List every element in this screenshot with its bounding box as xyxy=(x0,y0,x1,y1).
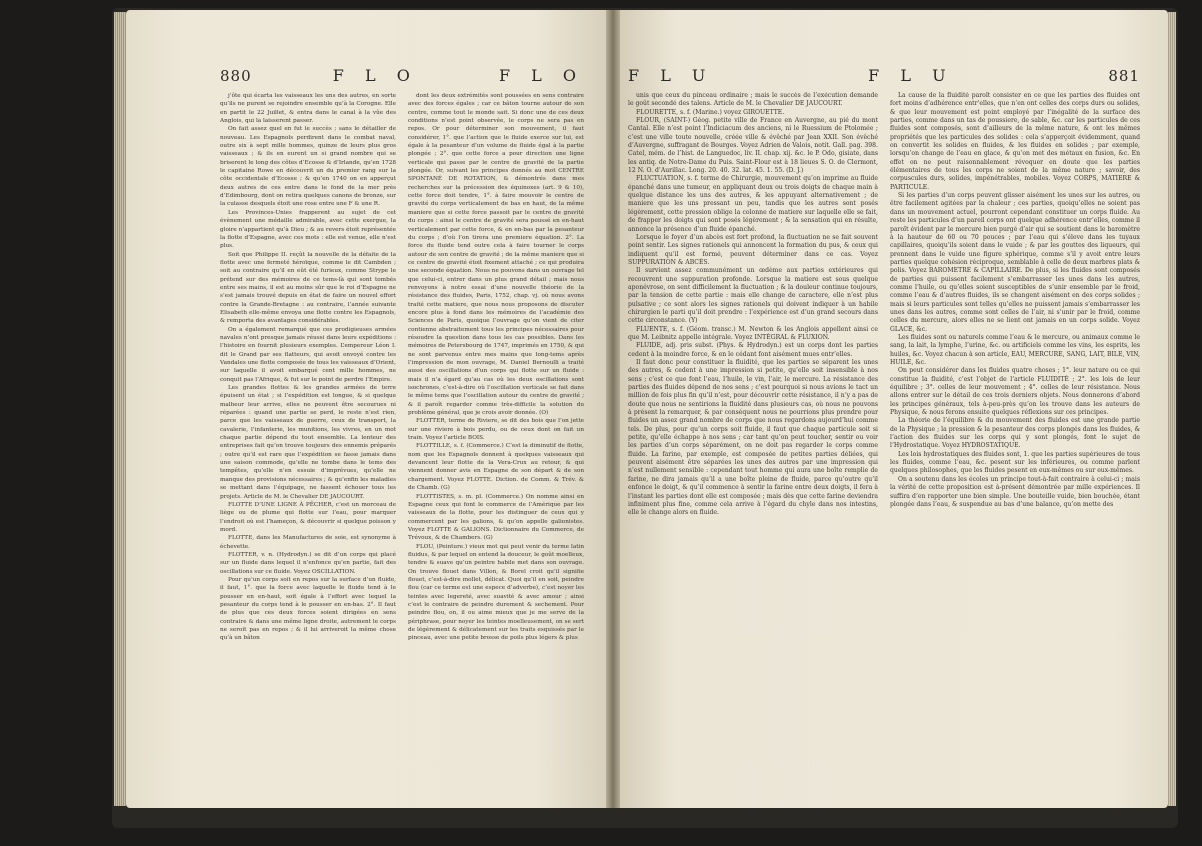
paragraph: FLOU, (Peinture.) vieux mot qui peut venir du terme latin fluidus, & par lequel on entend la douceur, le goût moelleux, tendre & suave qu’un peintre habile met dans son ouvrage. On trouve flouet dans Villon, & Borel croit qu’il signifie flouet, c’est-à-dire mollet, délicat. Quoi qu’il en soit, peindre flou (car ce terme est une espece d’adverbe), c’est noyer les teintes avec legereté, avec suavité & avec amour ; ainsi c’est le contraire de peindre durement & sechement. Pour peindre flou, on, il ou aime mieux que je me serve de la périphrase, pour noyer les teintes moelleusement, on se sert de légèrement & délicatement sur les traits esquissés par le pinceau, avec une petite brosse de poils plus légers & plus xyxy=(408,543,584,642)
right-column-1 xyxy=(628,92,878,804)
right-page-columns xyxy=(628,92,1140,804)
left-page xyxy=(126,10,606,808)
paragraph: FLUIDE, adj. pris subst. (Phys. & Hydrodyn.) est un corps dont les parties cedent à la moindre force, & en le cédant font aisément mues entr’elles. xyxy=(628,342,878,358)
paragraph: Il faut donc pour constituer la fluidité, que les parties se séparent les unes des autres, & cedent à une impression si petite, qu’elle soit insensible à nos sens ; c’est ce que font l’eau, l’huile, le vin, l’air, le mercure. La résistance des parties des fluides dépend de nos sens ; c’est pourquoi si nous avions le tact un million de fois plus fin qu’il n’est, pour découvrir cette résistance, il n’y a pas de doute que nous ne sentirions la fluidité dans plusieurs cas, où nous ne pouvons à présent la remarquer, & par conséquent nous ne pourrions plus prendre pour fluides un assez grand nombre de corps que nous regardons aujourd’hui comme tels. De plus, pour qu’un corps soit fluide, il faut que chaque particule soit si petite, qu’elle échappe à nos sens ; car tant qu’on peut toucher, sentir ou voir les parties d’un corps séparément, on ne doit pas regarder le corps comme fluide. La farine, par exemple, est composée de petites parties déliées, qui peuvent aisément être séparées les unes des autres par une impression qui n’est nullement sensible : cependant tout homme qui aura une boîte remplie de farine, ne dira jamais qu’il a une boîte pleine de fluide, parce qu’outre qu’il enfonce le doigt, & qu’il commence à sentir la farine entre deux doigts, il fera à l’instant les parties dont elle est composée ; mais dès que cette farine deviendra infiniment plus fine, comme cela arrive à l’égard du chyle dans nos intestins, elle le change alors en fluide. xyxy=(628,359,878,517)
page-number-left: 880 xyxy=(220,67,252,85)
paragraph: FLOTTILLE, s. f. (Commerce.) C’est la diminutif de flotte, nom que les Espagnols donnent à quelques vaisseaux qui devancent leur flotte de la Vera-Crux au retour, & qui viennent donner avis en Espagne de son départ & de son chargement. Voyez FLOTTE. Diction. de Comm. & Trév. & de Chamb. (G) xyxy=(408,443,584,492)
paragraph: unis que ceux du pinceau ordinaire ; mais le succès de l’exécution demande le goût secondé des talens. Article de M. le Chevalier DE JAUCOURT. xyxy=(628,92,878,108)
paragraph: dont les deux extrémités sont poussées en sens contraire avec des forces égales ; car ce bâton tourne autour de son centre, comme tout le monde sait. Si donc une de ces deux conditions n’est point observée, le corps ne sera pas en repos. Or pour déterminer son mouvement, il faut considérer, 1°. que l’action que le fluide exerce sur lui, est égale à la pesanteur d’un volume de fluide égal à la partie plongée ; 2°. que cette force a pour direction une ligne verticale qui passe par le centre de gravité de la partie plongée. Or, suivant les principes donnés au mot CENTRE SPONTANÉ DE ROTATION, & démontrés dans mes recherches sur la précession des équinoxes (art. 9 & 10), cette force doit tendre, 1°. à faire mouvoir le centre de gravité du corps verticalement de bas en haut, de la même maniere que si cette force passoit par le centre de gravité du corps : ainsi le centre de gravité sera poussé en en-haut verticalement par cette force, & en en-bas par la pesanteur du corps ; d’où l’on tirera une premiere équation. 2°. La force du fluide tend outre cela à faire tourner le corps autour de son centre de gravité ; de la même maniere que si ce centre de gravité étoit fixement attaché ; ce qui produira une seconde équation. Nous ne pouvons dans un ouvrage tel que celui-ci, entrer dans un plus grand détail ; mais nous renvoyons à notre essai d’une nouvelle théorie de la résistance des fluides, Paris, 1752, chap. vj. où nous avons traité cette matiere, que nous nous proposons de discuter encore plus à fond dans les mémoires de l’académie des Sciences de Paris, quoique l’ouvrage qu’on vient de citer contienne abstraitement tous les principes nécessaires pour résoudre la question dans tous les cas possibles. Dans les mémoires de Petersbourg de 1747, imprimés en 1750, & qui ne sont parvenus entre mes mains que long-tems après l’impression de mon ouvrage, M. Daniel Bernoulli a traité aussi des oscillations d’un corps qui flotte sur un fluide : mais il n’a égard qu’au cas où les deux oscillations sont isochrones, c’est-à-dire où l’oscillation verticale se fait dans le même tems que l’oscillation autour du centre de gravité ; & il paroît regarder comme très-difficile la solution du problème général, que je crois avoir donnée. (O) xyxy=(408,93,584,417)
running-head-right-2: F L U xyxy=(868,66,954,85)
paragraph: FLOTTER, v. n. (Hydrodyn.) se dit d’un corps qui placé sur un fluide dans lequel il n’enfonce qu’en partie, fait des oscillations sur ce fluide. Voyez OSCILLATION. xyxy=(220,551,396,575)
left-page-columns xyxy=(220,92,584,804)
right-column-2 xyxy=(890,92,1140,804)
page-number-right: 881 xyxy=(1108,67,1140,85)
running-head-right-1: F L U xyxy=(628,66,714,85)
paragraph: Les Provinces-Unies frapperent au sujet de cet évènement une médaille admirable, avec cette exergue, la gloire n’appartient qu’à Dieu ; & au revers étoit représentée la flotte d’Espagne, avec ces mots : elle est venue, elle n’est plus. xyxy=(220,209,396,250)
paragraph: On a soutenu dans les écoles un principe tout-à-fait contraire à celui-ci ; mais la vérité de cette proposition est à-présent démontrée par mille expériences. Il suffira d’en rapporter une bien simple. Une bouteille vuide, bien bouchée, étant plongée dans l’eau, & suspendue au bas d’une balance, qu’on mette des xyxy=(890,475,1140,508)
running-head-left-2: F L O xyxy=(498,66,584,85)
paragraph: Les lois hydrostatiques des fluides sont, 1. que les parties supérieures de tous les fluides, comme l’eau, &c. pesent sur les inférieures, ou comme parlent quelques philosophes, que les fluides pesent en eux-mêmes ou sur eux-mêmes. xyxy=(890,450,1140,475)
paragraph: FLOTTE, dans les Manufactures de soie, est synonyme à échevette. xyxy=(220,535,396,550)
paragraph: FLUENTE, s. f. (Géom. transc.) M. Newton & les Anglois appellent ainsi ce que M. Leibnitz appelle intégrale. Voyez INTÉGRAL & FLUXION. xyxy=(628,325,878,341)
paragraph: FLOURETTE, s. f. (Marine.) voyez GIROUETTE. xyxy=(636,108,785,116)
paragraph: On peut considérer dans les fluides quatre choses ; 1°. leur nature ou ce qui constitue la fluidité, c’est l’objet de l’article FLUIDITÉ ; 2°. les lois de leur équilibre ; 3°. celles de leur mouvement ; 4°. celles de leur résistance. Nous allons entrer sur le détail de ces trois derniers objets. Nous donnerons d’abord les principes généraux, tels à-peu-près qu’on les trouve dans les auteurs de Physique, & nous ferons ensuite quelques réflexions sur ces principes. xyxy=(890,367,1140,417)
paragraph: FLUCTUATION, s. f. terme de Chirurgie, mouvement qu’on imprime au fluide épanché dans une tumeur, en appliquant deux ou trois doigts de chaque main à quelque distance les uns des autres, & les appuyant alternativement ; de maniere que les uns pressant un peu, tandis que les autres sont posés légèrement, cette pression oblige la colonne de matiere sur laquelle elle se fait, de frapper les doigts qui sont posés légèrement ; & la sensation qui en résulte, annonce la présence d’un fluide épanché. xyxy=(628,175,878,233)
left-page-edges xyxy=(114,12,126,806)
book-gutter xyxy=(606,10,620,808)
right-page-header xyxy=(628,66,1140,88)
right-page-edges xyxy=(1168,12,1176,806)
paragraph: La cause de la fluidité paroît consister en ce que les parties des fluides ont fort moins d’adhérence entr’elles, que n’en ont celles des corps durs ou solides, & que leur mouvement est point employé par l’inégalité de la surface des parties, comme dans un tas de poussiere, de sable, &c. car les particules de ces fluides sont composés, sont d’ailleurs de la même nature, & ont les mêmes propriétés que les particules des solides : cela s’apperçoit évidemment, quand on convertit les solides en fluides, & les fluides en solides ; par exemple, lorsqu’on change de l’eau en glace, & qu’on met des métaux en fusion, &c. En effet on ne peut raisonnablement révoquer en doute que les parties élémentaires de tous les corps ne soient de la même nature ; savoir, des corpuscules durs, solides, impénétrables, mobiles. Voyez CORPS, MATIERE & PARTICULE. xyxy=(890,92,1140,191)
paragraph: FLOTTER, terme de Riviere, se dit des bois que l’on jette sur une riviere à bois perdu, ou de ceux dont on fait un train. Voyez l’article BOIS. xyxy=(408,418,584,442)
paragraph: FLOUR, (SAINT-) Géog. petite ville de France en Auvergne, au pié du mont Cantal. Elle n’est point l’Indiciacum des anciens, ni le Ruessium de Ptolomée ; c’est une ville toute nouvelle, créée ville & évêché par Jean XXII. Son évêché d’Auvergne, suffragant de Bourges. Voyez Adrien de Valois, notit. Gall. pag. 398. Catel, mém. de l’hist. de Languedoc, liv. II. chap. xij. &c. le P. Odo, gisiate, dans les antiq. de Notre-Dame du Puis. Saint-Flour est à 18 lieues S. O. de Clermont, 12 N. O. d’Aurillac. Long. 20. 40. 32. lat. 45. 1. 55. (D. J.) xyxy=(628,117,878,175)
left-column-2 xyxy=(408,92,584,804)
paragraph: Lorsque le foyer d’un abcès est fort profond, la fluctuation ne se fait souvent point sentir. Les signes rationels qui annoncent la formation du pus, & ceux qui indiquent qu’il est formé, peuvent déterminer dans ce cas. Voyez SUPPURATION & ABCÈS. xyxy=(628,233,878,266)
paragraph: La théorie de l’équilibre & du mouvement des fluides est une grande partie de la Physique ; la pression & la pesanteur des corps plongés dans les fluides, & l’action des fluides sur les corps qui y sont plongés, font le sujet de l’Hydrostatique. Voyez HYDROSTATIQUE. xyxy=(890,417,1140,450)
paragraph: Pour qu’un corps soit en repos sur la surface d’un fluide, il faut, 1°. que la force avec laquelle le fluide tend à le pousser en en-haut, soit égale à l’effort avec lequel la pesanteur du corps tend à le pousser en en-bas. 2°. Il faut de plus que ces deux forces soient dirigées en sens contraire & dans une même ligne droite, autrement le corps ne seroit pas en repos ; & il lui arriveroit la même chose qu’à un bâton xyxy=(220,576,396,642)
paragraph: Les grandes flottes & les grandes armées de terre épuisent un état ; si l’expédition est longue, & si quelque malheur leur arrive, elles ne peuvent être secourues ni réparées : quand une partie se perd, le reste n’est rien, parce que les vaisseaux de guerre, ceux de transport, la cavalerie, l’infanterie, les munitions, les vivres, en un mot chaque partie dépend du tout ensemble. La lenteur des entreprises fait qu’on trouve toujours des ennemis préparés ; outre qu’il est rare que l’expédition se fasse jamais dans une saison commode, qu’elle ne tombe dans le tems des tempêtes, qu’elle n’en essuie d’imprévues, qu’elle ne manque des provisions nécessaires ; & qu’enfin les maladies se mettant dans l’équipage, ne fassent échouer tous les projets. Article de M. le Chevalier DE JAUCOURT. xyxy=(220,385,396,500)
paragraph: On fait assez quel en fut le succès ; sans le détailler de nouveau. Les Espagnols perdirent dans le combat naval, outre six à sept mille hommes, quinze de leurs plus gros vaisseaux ; & ils en eurent un si grand nombre qui se briserent le long des côtes d’Ecosse & d’Irlande, qu’en 1728 le capitaine Rowe en découvrit un du premier rang sur la côte occidentale d’Ecosse ; & qu’en 1740 on en apperçut deux autres de ces entre dans le fond de la mer près d’Edimbourg, dont on retira quelques canons de bronze, sur la culasse desquels étoit une rose entre une F & une R. xyxy=(220,126,396,208)
paragraph: Soit que Philippe II. reçût la nouvelle de la défaite de la flotte avec une fermeté héroïque, comme le dit Cambden ; soit au contraire qu’il en eût été furieux, comme Strype le prétend sur des mémoires de ce tems-là qui sont tombés entre ses mains, il est au moins sûr que le roi d’Espagne ne s’est jamais trouvé depuis en état de faire un nouvel effort contre la Grande-Bretagne : au contraire, l’année suivante Elisabeth elle-même envoya une flotte contre les Espagnols, & remporta des avantages considérables. xyxy=(220,251,396,325)
running-head-left-1: F L O xyxy=(332,66,418,85)
left-column-1 xyxy=(220,92,396,804)
right-page xyxy=(620,10,1168,808)
paragraph: j’ôte qui écarta les vaisseaux les uns des autres, en sorte qu’ils ne purent se rejoindre ensemble qu’à la Corogne. Elle en partit le 22 Juillet, & entra dans le canal à la vûe des Anglois, qui la laisserent passer. xyxy=(220,93,396,125)
paragraph: FLOTTISTES, s. m. pl. (Commerce.) On nomme ainsi en Espagne ceux qui font le commerce de l’Amérique par les vaisseaux de la flotte, pour les distinguer de ceux qui y commercent par les galions, & qu’on appelle galionistes. Voyez FLOTTE & GALIONS. Dictionnaire du Commerce, de Trévoux, & de Chambers. (G) xyxy=(408,493,584,542)
paragraph: Si les parties d’un corps peuvent glisser aisément les unes sur les autres, ou être facilement agitées par la chaleur ; ces parties, quoiqu’elles ne soient pas dans un mouvement actuel, pourront cependant constituer un corps fluide. Au reste les particules d’un pareil corps ont quelque adhérence entr’elles, comme il paroît évident par le mercure bien purgé d’air qui se soutient dans le baromètre à la hauteur de 60 ou 70 pouces ; par l’eau qui s’éleve dans les tuyaux capillaires, quoiqu’ils soient dans le vuide ; & par les gouttes des liqueurs, qui prennent dans le vuide une figure sphérique, comme s’il y avoit entre leurs parties quelque cohésion réciproque, semblable à celle de deux marbres plats & polis. Voyez BAROMETRE & CAPILLAIRE. De plus, si les fluides sont composés de parties qui puissent facilement s’embarrasser les unes dans les autres, comme l’huile, ou qu’elles soient susceptibles de s’unir ensemble par le froid, comme l’eau & d’autres fluides, ils se changent aisément en des corps solides ; mais si leurs particules sont telles qu’elles ne puissent jamais s’embarrasser les unes dans les autres, comme sont celles de l’air, ni s’unir par le froid, comme celles du mercure, alors elles ne se lient ont jamais en un corps solide. Voyez GLACE, &c. xyxy=(890,192,1140,333)
paragraph: Il survient assez communément un œdème aux parties extérieures qui recouvrent une suppuration profonde. Lorsque la matiere est sous quelque aponévrose, on sent difficilement la fluctuation ; & la douleur continue toujours, par la tension de cette partie : mais elle change de caractere, elle n’est plus pulsative ; ce sont alors les signes rationels qui doivent indiquer à un habile chirurgien le parti qu’il doit prendre : l’expérience est d’un grand secours dans cette circonstance. (Y) xyxy=(628,267,878,325)
paragraph: Les fluides sont ou naturels comme l’eau & le mercure, ou animaux comme le sang, la lait, la lymphe, l’urine, &c. ou artificiels comme les vins, les esprits, les huiles, &c. Voyez chacun à son article, EAU, MERCURE, SANG, LAIT, BILE, VIN, HUILE, &c. xyxy=(890,333,1140,366)
paragraph: On a également remarqué que ces prodigieuses armées navales n’ont presque jamais réussi dans leurs expéditions : l’histoire en fournit plusieurs exemples. L’empereur Léon I. dit le Grand par ses flatteurs, qui avoit envoyé contre les Vandales une flotte composée de tous les vaisseaux d’Orient, sur laquelle il avoit embarqué cent mille hommes, ne conquit pas l’Afrique, & fut sur le point de perdre l’Empire. xyxy=(220,326,396,383)
paragraph: FLOTTE D’UNE LIGNE À PÊCHER, c’est un morceau de liège ou de plume qui flotte sur l’eau, pour marquer l’endroit où est l’hameçon, & découvrir si quelque poisson y mord. xyxy=(220,501,396,533)
left-page-header xyxy=(220,66,584,88)
